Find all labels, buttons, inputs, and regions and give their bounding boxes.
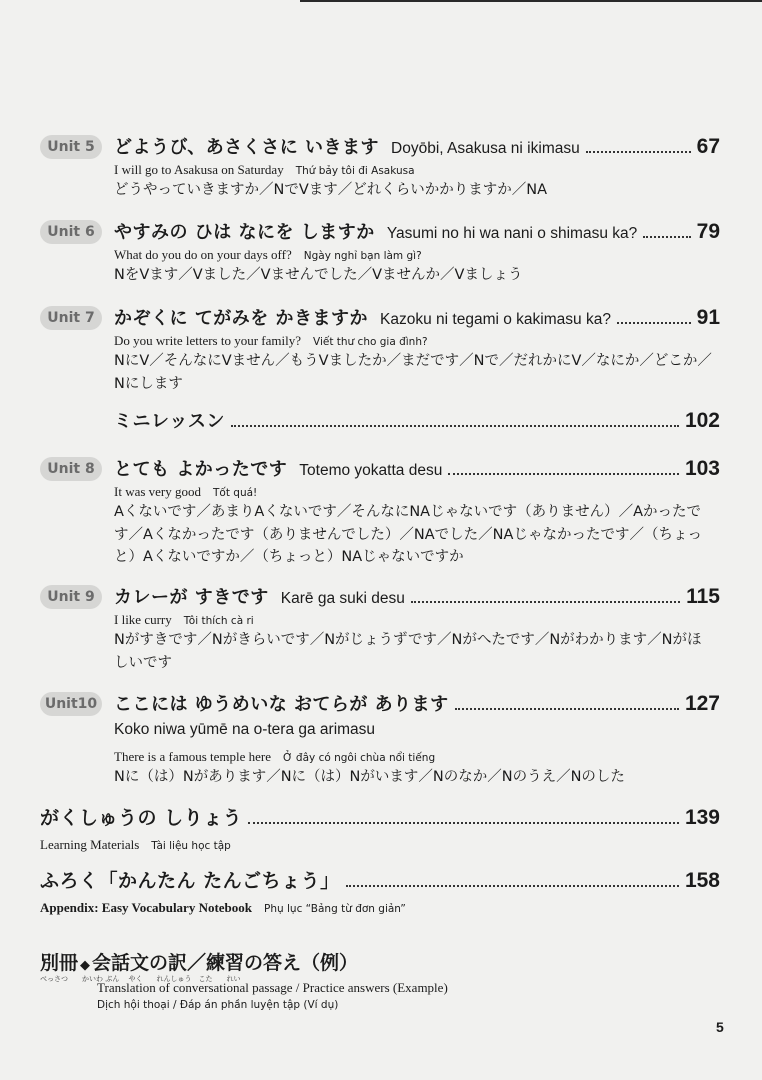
- entry-title-romaji: Yasumi no hi wa nani o shimasu ka?: [386, 225, 638, 242]
- entry-title-jp: ふろく「かんたん たんごちょう」: [40, 870, 340, 892]
- translation-en: What do you do on your days off?: [114, 247, 292, 262]
- entry-translation: [114, 612, 254, 628]
- entry-title-jp: ミニレッスン: [114, 411, 225, 432]
- dot-leader: [586, 151, 691, 153]
- unit-badge: Unit10: [40, 692, 102, 716]
- entry-title-jp: かぞくに てがみを かきますか: [114, 308, 369, 329]
- entry-heading: [40, 803, 720, 831]
- entry-heading: [114, 455, 720, 483]
- entry-title-romaji: Kazoku ni tegami o kakimasu ka?: [380, 311, 611, 328]
- entry-title-romaji: Karē ga suki desu: [280, 590, 405, 607]
- translation-vi: Viết thư cho gia đình?: [313, 336, 428, 348]
- unit-badge: Unit 5: [40, 135, 102, 159]
- grammar-patterns: Nがすきです／Nがきらいです／Nがじょうずです／Nがへたです／Nがわかります／Nがほしいです: [114, 632, 702, 671]
- grammar-patterns: どうやっていきますか／NでVます／どれくらいかかりますか／NA: [114, 182, 548, 198]
- dot-leader: [346, 885, 679, 887]
- translation-vi: Tài liệu học tập: [151, 840, 231, 852]
- entry-translation: [114, 484, 257, 500]
- unit-badge: Unit 7: [40, 306, 102, 330]
- entry-translation: [114, 247, 422, 263]
- grammar-patterns: Aくないです／あまりAくないです／そんなにNAじゃないです（ありません）／Aかったです／Aくなかったです（ありませんでした）／NAでした／NAじゃなかったです／（ちょっと）Aくないですか／（ちょっと）NAじゃないですか: [114, 504, 702, 565]
- entry-translation: [40, 900, 406, 916]
- entry-heading: [40, 866, 720, 894]
- translation-vi: Tốt quá!: [213, 487, 258, 499]
- entry-title-romaji: Doyōbi, Asakusa ni ikimasu: [391, 140, 580, 157]
- booklet-label: 別冊: [40, 952, 79, 974]
- entry-title-jp: とても よかったです: [114, 459, 288, 480]
- entry-title-romaji: Totemo yokatta desu: [299, 462, 443, 479]
- page-number[interactable]: 91: [696, 306, 720, 329]
- entry-heading: [114, 304, 720, 332]
- entry-title-romaji: Koko niwa yūmē na o-tera ga arimasu: [114, 721, 376, 738]
- furigana-row: べっさつ かいわ ぶん やく れんしゅう こた れい: [40, 975, 241, 983]
- translation-vi: Thứ bảy tôi đi Asakusa: [295, 165, 415, 177]
- entry-title-jp: がくしゅうの しりょう: [40, 807, 243, 829]
- entry-heading: [114, 133, 720, 161]
- entry-translation: [114, 162, 415, 178]
- dot-leader: [231, 425, 679, 427]
- page-number[interactable]: 115: [686, 585, 720, 608]
- translation-en: Do you write letters to your family?: [114, 333, 302, 348]
- dot-leader: [248, 822, 679, 824]
- translation-en: Appendix: Easy Vocabulary Notebook: [40, 900, 253, 915]
- translation-en: I will go to Asakusa on Saturday: [114, 162, 284, 177]
- entry-translation: [40, 837, 231, 853]
- booklet-title-jp: 会話文の訳／練習の答え（例）: [92, 952, 359, 974]
- entry-title-jp: どようび、あさくさに いきます: [114, 137, 380, 158]
- page-number[interactable]: 79: [696, 220, 720, 243]
- page-number[interactable]: 127: [684, 692, 720, 715]
- entry-translation: [114, 749, 435, 765]
- unit-badge: Unit 9: [40, 585, 102, 609]
- page-number[interactable]: 102: [684, 409, 720, 432]
- diamond-icon: ◆: [80, 958, 91, 973]
- grammar-patterns: NにV／そんなにVません／もうVましたか／まだです／Nで／だれかにV／なにか／どこか／Nにします: [114, 353, 712, 392]
- entry-title-jp: カレーが すきです: [114, 587, 269, 608]
- entry-heading: [114, 218, 720, 246]
- top-edge-line: [300, 0, 762, 2]
- page-number[interactable]: 158: [684, 869, 720, 892]
- unit-badge: Unit 8: [40, 457, 102, 481]
- translation-vi: Ở đây có ngôi chùa nổi tiếng: [283, 752, 436, 764]
- entry-heading: [114, 583, 720, 611]
- translation-vi: Ngày nghỉ bạn làm gì?: [303, 250, 422, 262]
- entry-romaji-line: [114, 721, 375, 739]
- dot-leader: [455, 708, 679, 710]
- translation-en: It was very good: [114, 484, 202, 499]
- grammar-patterns: Nに（は）Nがあります／Nに（は）Nがいます／Nのなか／Nのうえ／Nのした: [114, 769, 625, 785]
- page-number[interactable]: 67: [696, 135, 720, 158]
- page-folio: 5: [716, 1019, 724, 1035]
- unit-badge: Unit 6: [40, 220, 102, 244]
- booklet-translation-vi: Dịch hội thoại / Đáp án phần luyện tập (Ví dụ): [97, 999, 339, 1011]
- dot-leader: [643, 236, 690, 238]
- entry-translation: [114, 333, 428, 349]
- page-number[interactable]: 103: [684, 457, 720, 480]
- translation-en: Learning Materials: [40, 837, 140, 852]
- booklet-title: [40, 948, 720, 975]
- entry-heading: [114, 407, 720, 435]
- translation-vi: Tôi thích cà ri: [183, 615, 254, 627]
- separate-booklet-note: [40, 948, 720, 1011]
- entry-heading: [114, 690, 720, 718]
- page-number[interactable]: 139: [684, 806, 720, 829]
- entry-title-jp: ここには ゆうめいな おてらが あります: [114, 694, 449, 715]
- dot-leader: [411, 601, 680, 603]
- entry-title-jp: やすみの ひは なにを しますか: [114, 222, 375, 243]
- translation-vi: Phụ lục “Bảng từ đơn giản”: [264, 903, 406, 915]
- grammar-patterns: NをVます／Vました／Vませんでした／Vませんか／Vましょう: [114, 267, 523, 283]
- dot-leader: [617, 322, 691, 324]
- translation-en: There is a famous temple here: [114, 749, 272, 764]
- dot-leader: [448, 473, 679, 475]
- translation-en: I like curry: [114, 612, 172, 627]
- booklet-translation-en: Translation of conversational passage / Practice answers (Example): [97, 980, 448, 995]
